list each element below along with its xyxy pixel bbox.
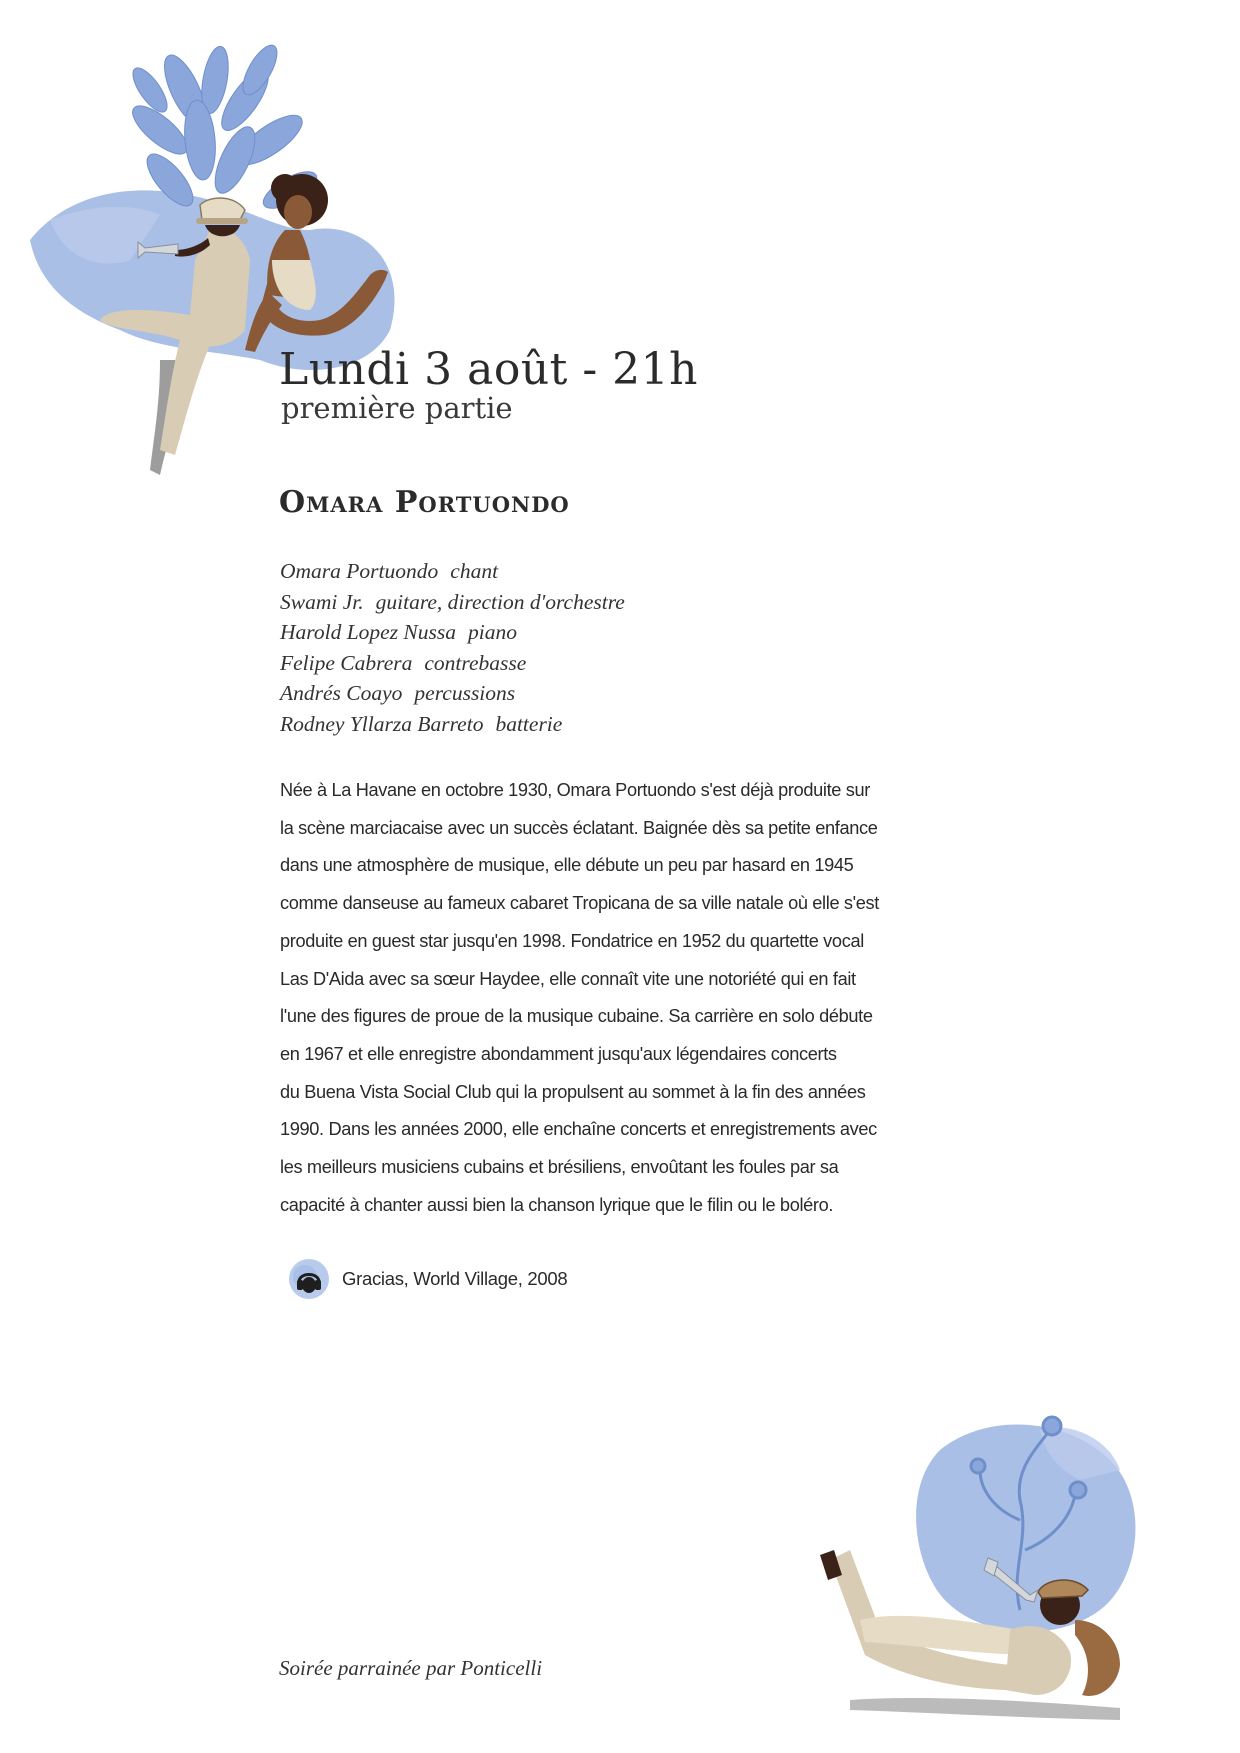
bio-line: dans une atmosphère de musique, elle débute un peu par hasard en 1945 [280,855,854,876]
lineup-item [280,678,625,709]
lineup-item [280,648,625,679]
lineup-item [280,587,625,618]
musician-name: Swami Jr. [280,589,364,614]
event-part: première partie [281,391,513,425]
bio-line: Las D'Aida avec sa sœur Haydee, elle connaît vite une notoriété qui en fait [280,968,856,989]
musician-role: batterie [495,711,563,736]
musician-role: percussions [414,681,516,705]
artist-name: Omara Portuondo [279,485,570,520]
bio-line: en 1967 et elle enregistre abondamment jusqu'aux légendaires concerts [280,1043,837,1064]
event-date-time: Lundi 3 août - 21h [279,344,699,395]
discography-text: Gracias, World Village, 2008 [342,1268,568,1289]
musician-name: Omara Portuondo [280,559,439,583]
lineup-item [280,617,625,648]
musician-role: guitare, direction d'orchestre [375,589,625,614]
sponsor-note: Soirée parrainée par Ponticelli [279,1656,543,1680]
musician-role: piano [468,620,517,644]
bio-line: produite en guest star jusqu'en 1998. Fondatrice en 1952 du quartette vocal [280,930,864,951]
biography [280,772,880,1224]
bio-line: Née à La Havane en octobre 1930, Omara Portuondo s'est déjà produite sur [280,780,870,800]
headphones-icon [288,1258,330,1300]
lineup-item [280,556,625,587]
lineup-item [280,709,625,740]
musician-role: chant [450,559,499,583]
musician-name: Felipe Cabrera [280,650,413,675]
blue-paint-splash [916,1425,1135,1632]
bio-line: 1990. Dans les années 2000, elle enchaîne concerts et enregistrements avec [280,1119,877,1140]
bio-line: comme danseuse au fameux cabaret Tropicana de sa ville natale où elle s'est [280,893,879,914]
discography-entry [288,1258,567,1300]
shadow [850,1698,1120,1720]
musician-name: Rodney Yllarza Barreto [280,711,484,736]
bio-line: capacité à chanter aussi bien la chanson lyrique que le filin ou le boléro. [280,1194,834,1215]
lineup-list [280,556,625,739]
bio-line: du Buena Vista Social Club qui la propulsent au sommet à la fin des années [280,1081,866,1102]
bio-line: les meilleurs musiciens cubains et brésiliens, envoûtant les foules par sa [280,1157,839,1178]
musician-role: contrebasse [424,650,527,675]
bio-line: l'une des figures de proue de la musique cubaine. Sa carrière en solo débute [280,1006,873,1027]
musician-name: Andrés Coayo [280,681,403,705]
musician-name: Harold Lopez Nussa [280,620,457,644]
bottom-illustration [820,1390,1220,1730]
bio-line: la scène marciacaise avec un succès éclatant. Baignée dès sa petite enfance [280,817,878,838]
